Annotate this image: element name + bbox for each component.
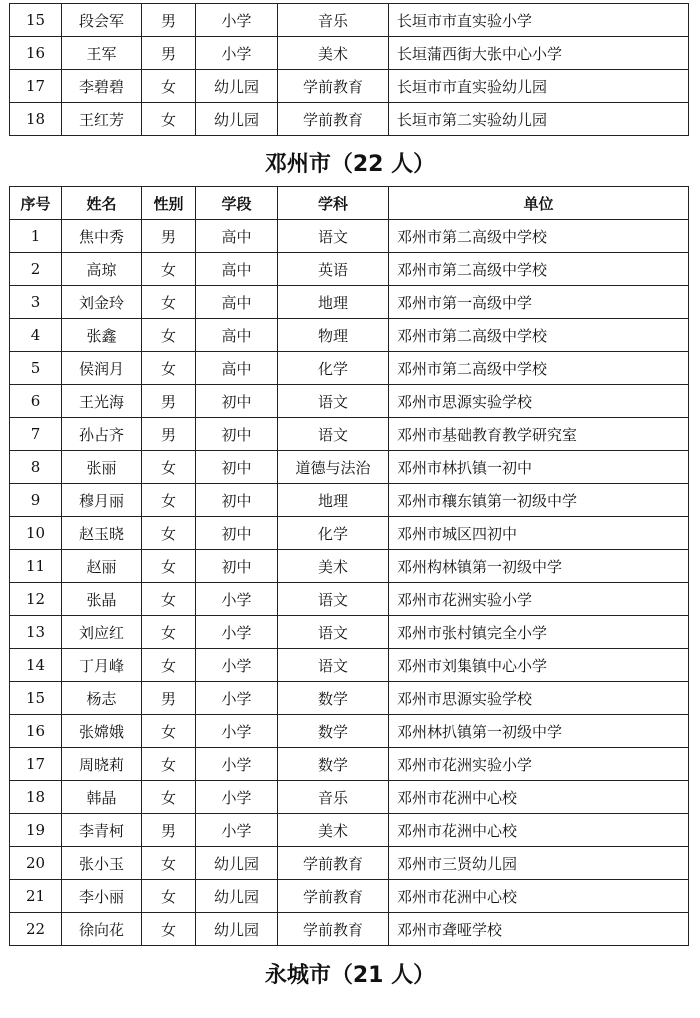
- cell-unit: 邓州市张村镇完全小学: [389, 616, 689, 649]
- cell-no: 14: [10, 649, 62, 682]
- cell-gender: 男: [142, 220, 196, 253]
- dengzhou-table-body: [10, 220, 689, 946]
- header-stage: 学段: [196, 187, 278, 220]
- cell-name: 张丽: [62, 451, 142, 484]
- table-row: [10, 583, 689, 616]
- cell-no: 7: [10, 418, 62, 451]
- cell-name: 张鑫: [62, 319, 142, 352]
- cell-no: 19: [10, 814, 62, 847]
- cell-stage: 高中: [196, 286, 278, 319]
- cell-name: 王军: [62, 37, 142, 70]
- cell-no: 8: [10, 451, 62, 484]
- cell-stage: 小学: [196, 649, 278, 682]
- cell-subject: 学前教育: [278, 880, 389, 913]
- cell-stage: 小学: [196, 781, 278, 814]
- cell-gender: 男: [142, 37, 196, 70]
- cell-no: 16: [10, 715, 62, 748]
- cell-no: 5: [10, 352, 62, 385]
- cell-unit: 邓州市花洲实验小学: [389, 583, 689, 616]
- cell-no: 10: [10, 517, 62, 550]
- cell-subject: 语文: [278, 385, 389, 418]
- cell-name: 李青柯: [62, 814, 142, 847]
- cell-gender: 女: [142, 715, 196, 748]
- cell-gender: 女: [142, 103, 196, 136]
- cell-gender: 女: [142, 451, 196, 484]
- cell-name: 赵玉晓: [62, 517, 142, 550]
- table-row: [10, 70, 689, 103]
- cell-gender: 女: [142, 484, 196, 517]
- cell-subject: 地理: [278, 286, 389, 319]
- cell-name: 焦中秀: [62, 220, 142, 253]
- cell-subject: 语文: [278, 418, 389, 451]
- cell-name: 穆月丽: [62, 484, 142, 517]
- table-row: [10, 286, 689, 319]
- cell-gender: 女: [142, 748, 196, 781]
- cell-subject: 音乐: [278, 781, 389, 814]
- cell-subject: 数学: [278, 682, 389, 715]
- cell-stage: 小学: [196, 682, 278, 715]
- table-row: [10, 103, 689, 136]
- cell-no: 15: [10, 4, 62, 37]
- cell-stage: 高中: [196, 253, 278, 286]
- cell-unit: 邓州市思源实验学校: [389, 385, 689, 418]
- cell-name: 周晓莉: [62, 748, 142, 781]
- cell-gender: 女: [142, 550, 196, 583]
- cell-stage: 幼儿园: [196, 70, 278, 103]
- cell-stage: 初中: [196, 418, 278, 451]
- cell-subject: 学前教育: [278, 913, 389, 946]
- cell-gender: 女: [142, 781, 196, 814]
- cell-no: 2: [10, 253, 62, 286]
- cell-name: 王光海: [62, 385, 142, 418]
- cell-unit: 邓州市林扒镇一初中: [389, 451, 689, 484]
- cell-no: 18: [10, 781, 62, 814]
- cell-no: 1: [10, 220, 62, 253]
- cell-subject: 学前教育: [278, 847, 389, 880]
- cell-unit: 邓州市花洲中心校: [389, 880, 689, 913]
- dengzhou-table: [9, 186, 689, 946]
- header-subject: 学科: [278, 187, 389, 220]
- cell-stage: 初中: [196, 385, 278, 418]
- cell-stage: 初中: [196, 550, 278, 583]
- table-row: [10, 847, 689, 880]
- cell-unit: 邓州市花洲实验小学: [389, 748, 689, 781]
- cell-gender: 男: [142, 385, 196, 418]
- table-row: [10, 913, 689, 946]
- cell-unit: 长垣市第二实验幼儿园: [389, 103, 689, 136]
- cell-name: 张嫦娥: [62, 715, 142, 748]
- cell-name: 张晶: [62, 583, 142, 616]
- cell-subject: 语文: [278, 220, 389, 253]
- cell-stage: 幼儿园: [196, 880, 278, 913]
- cell-subject: 地理: [278, 484, 389, 517]
- cell-unit: 邓州市第二高级中学校: [389, 253, 689, 286]
- cell-subject: 美术: [278, 814, 389, 847]
- cell-unit: 长垣市市直实验幼儿园: [389, 70, 689, 103]
- previous-section-table-body: [10, 4, 689, 136]
- cell-unit: 邓州市花洲中心校: [389, 814, 689, 847]
- cell-name: 赵丽: [62, 550, 142, 583]
- cell-gender: 女: [142, 649, 196, 682]
- cell-stage: 小学: [196, 814, 278, 847]
- table-row: [10, 517, 689, 550]
- cell-no: 4: [10, 319, 62, 352]
- header-name: 姓名: [62, 187, 142, 220]
- cell-gender: 女: [142, 319, 196, 352]
- cell-no: 13: [10, 616, 62, 649]
- cell-unit: 长垣蒲西街大张中心小学: [389, 37, 689, 70]
- cell-no: 22: [10, 913, 62, 946]
- table-row: [10, 385, 689, 418]
- cell-gender: 女: [142, 70, 196, 103]
- cell-unit: 邓州市穰东镇第一初级中学: [389, 484, 689, 517]
- cell-unit: 邓州市第二高级中学校: [389, 352, 689, 385]
- cell-gender: 女: [142, 352, 196, 385]
- cell-no: 20: [10, 847, 62, 880]
- cell-name: 徐向花: [62, 913, 142, 946]
- table-row: [10, 451, 689, 484]
- cell-unit: 邓州市基础教育教学研究室: [389, 418, 689, 451]
- cell-subject: 语文: [278, 616, 389, 649]
- cell-stage: 高中: [196, 319, 278, 352]
- table-row: [10, 880, 689, 913]
- previous-section-table: [9, 3, 689, 136]
- table-row: [10, 649, 689, 682]
- cell-subject: 音乐: [278, 4, 389, 37]
- section-title-dengzhou: 邓州市（22 人）: [264, 152, 436, 177]
- cell-name: 刘应红: [62, 616, 142, 649]
- table-row: [10, 352, 689, 385]
- cell-stage: 高中: [196, 220, 278, 253]
- table-row: [10, 37, 689, 70]
- cell-stage: 小学: [196, 616, 278, 649]
- cell-no: 3: [10, 286, 62, 319]
- table-row: [10, 4, 689, 37]
- cell-unit: 长垣市市直实验小学: [389, 4, 689, 37]
- cell-no: 6: [10, 385, 62, 418]
- cell-name: 孙占齐: [62, 418, 142, 451]
- cell-name: 李碧碧: [62, 70, 142, 103]
- table-row: [10, 616, 689, 649]
- cell-unit: 邓州市思源实验学校: [389, 682, 689, 715]
- cell-no: 12: [10, 583, 62, 616]
- cell-gender: 女: [142, 253, 196, 286]
- cell-name: 杨志: [62, 682, 142, 715]
- cell-gender: 女: [142, 286, 196, 319]
- cell-subject: 学前教育: [278, 103, 389, 136]
- cell-gender: 女: [142, 517, 196, 550]
- cell-gender: 男: [142, 4, 196, 37]
- cell-name: 侯润月: [62, 352, 142, 385]
- table-row: [10, 748, 689, 781]
- cell-name: 段会军: [62, 4, 142, 37]
- cell-gender: 女: [142, 616, 196, 649]
- cell-stage: 幼儿园: [196, 847, 278, 880]
- cell-stage: 小学: [196, 37, 278, 70]
- cell-unit: 邓州市花洲中心校: [389, 781, 689, 814]
- cell-no: 17: [10, 748, 62, 781]
- cell-subject: 化学: [278, 352, 389, 385]
- cell-unit: 邓州市三贤幼儿园: [389, 847, 689, 880]
- cell-name: 丁月峰: [62, 649, 142, 682]
- header-unit: 单位: [389, 187, 689, 220]
- table-row: [10, 550, 689, 583]
- cell-subject: 学前教育: [278, 70, 389, 103]
- cell-stage: 幼儿园: [196, 103, 278, 136]
- cell-name: 李小丽: [62, 880, 142, 913]
- cell-gender: 女: [142, 913, 196, 946]
- cell-subject: 数学: [278, 748, 389, 781]
- cell-stage: 初中: [196, 484, 278, 517]
- table-row: [10, 418, 689, 451]
- cell-subject: 化学: [278, 517, 389, 550]
- cell-stage: 初中: [196, 517, 278, 550]
- table-header-row: [10, 187, 689, 220]
- table-row: [10, 781, 689, 814]
- cell-stage: 小学: [196, 748, 278, 781]
- cell-gender: 女: [142, 847, 196, 880]
- header-no: 序号: [10, 187, 62, 220]
- cell-unit: 邓州市第一高级中学: [389, 286, 689, 319]
- cell-stage: 幼儿园: [196, 913, 278, 946]
- cell-stage: 小学: [196, 715, 278, 748]
- table-row: [10, 715, 689, 748]
- cell-subject: 数学: [278, 715, 389, 748]
- cell-unit: 邓州市刘集镇中心小学: [389, 649, 689, 682]
- header-gender: 性别: [142, 187, 196, 220]
- table-row: [10, 682, 689, 715]
- cell-subject: 语文: [278, 583, 389, 616]
- cell-no: 16: [10, 37, 62, 70]
- cell-stage: 初中: [196, 451, 278, 484]
- cell-name: 张小玉: [62, 847, 142, 880]
- cell-no: 21: [10, 880, 62, 913]
- cell-name: 刘金玲: [62, 286, 142, 319]
- cell-name: 高琼: [62, 253, 142, 286]
- cell-subject: 美术: [278, 37, 389, 70]
- cell-gender: 男: [142, 418, 196, 451]
- cell-no: 11: [10, 550, 62, 583]
- cell-stage: 高中: [196, 352, 278, 385]
- cell-unit: 邓州构林镇第一初级中学: [389, 550, 689, 583]
- cell-unit: 邓州市聋哑学校: [389, 913, 689, 946]
- cell-stage: 小学: [196, 4, 278, 37]
- cell-gender: 女: [142, 583, 196, 616]
- cell-unit: 邓州市第二高级中学校: [389, 220, 689, 253]
- cell-subject: 语文: [278, 649, 389, 682]
- cell-unit: 邓州市城区四初中: [389, 517, 689, 550]
- table-row: [10, 484, 689, 517]
- cell-gender: 男: [142, 814, 196, 847]
- cell-unit: 邓州林扒镇第一初级中学: [389, 715, 689, 748]
- cell-subject: 物理: [278, 319, 389, 352]
- table-row: [10, 253, 689, 286]
- cell-no: 18: [10, 103, 62, 136]
- cell-no: 9: [10, 484, 62, 517]
- cell-gender: 男: [142, 682, 196, 715]
- cell-unit: 邓州市第二高级中学校: [389, 319, 689, 352]
- cell-subject: 英语: [278, 253, 389, 286]
- cell-subject: 道德与法治: [278, 451, 389, 484]
- table-row: [10, 814, 689, 847]
- cell-subject: 美术: [278, 550, 389, 583]
- cell-gender: 女: [142, 880, 196, 913]
- cell-stage: 小学: [196, 583, 278, 616]
- section-title-yongcheng: 永城市（21 人）: [264, 963, 436, 988]
- table-row: [10, 319, 689, 352]
- cell-no: 17: [10, 70, 62, 103]
- cell-name: 韩晶: [62, 781, 142, 814]
- cell-name: 王红芳: [62, 103, 142, 136]
- cell-no: 15: [10, 682, 62, 715]
- table-row: [10, 220, 689, 253]
